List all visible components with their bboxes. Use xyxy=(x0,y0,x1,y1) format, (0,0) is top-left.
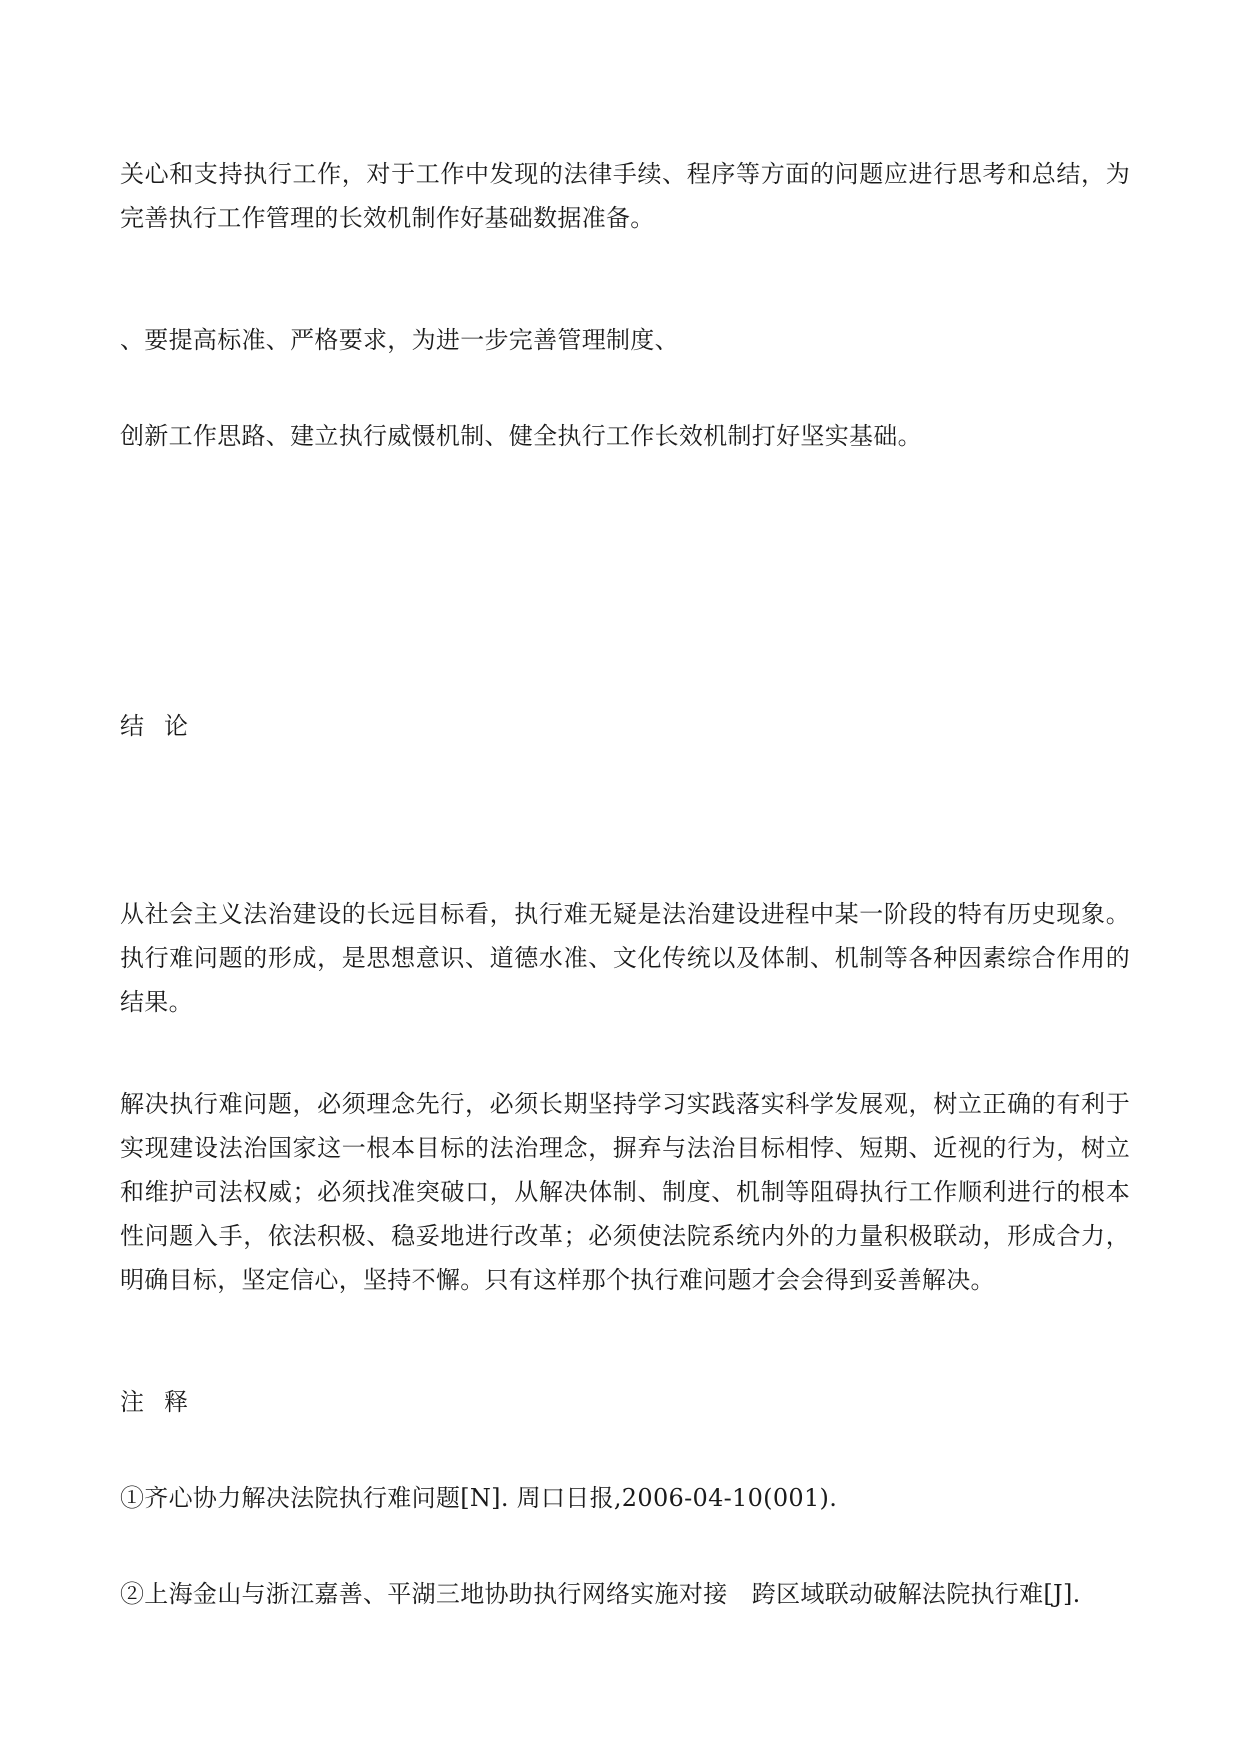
note-item-1: ①齐心协力解决法院执行难问题[N]. 周口日报,2006-04-10(001). xyxy=(120,1484,838,1512)
note-item-2: ②上海金山与浙江嘉善、平湖三地协助执行网络实施对接 跨区域联动破解法院执行难[J]. xyxy=(120,1580,1081,1608)
intro-paragraph-2: 、要提高标准、严格要求，为进一步完善管理制度、 xyxy=(120,326,679,354)
intro-paragraph-3: 创新工作思路、建立执行威慑机制、健全执行工作长效机制打好坚实基础。 xyxy=(120,422,922,450)
conclusion-paragraph-2: 解决执行难问题，必须理念先行，必须长期坚持学习实践落实科学发展观，树立正确的有利于实现建设法治国家这一根本目标的法治理念，摒弃与法治目标相悖、短期、近视的行为，树立和维护司法权威；必须找准突破口，从解决体制、制度、机制等阻碍执行工作顺利进行的根本性问题入手，依法积极、稳妥地进行改革；必须使法院系统内外的力量积极联动，形成合力，明确目标，坚定信心，坚持不懈。只有这样那个执行难问题才会会得到妥善解决。 xyxy=(120,1090,1130,1294)
intro-paragraph-1: 关心和支持执行工作，对于工作中发现的法律手续、程序等方面的问题应进行思考和总结，为完善执行工作管理的长效机制作好基础数据准备。 xyxy=(120,160,1130,232)
conclusion-paragraph-1: 从社会主义法治建设的长远目标看，执行难无疑是法治建设进程中某一阶段的特有历史现象。执行难问题的形成，是思想意识、道德水准、文化传统以及体制、机制等各种因素综合作用的结果。 xyxy=(120,900,1130,1016)
notes-heading: 注释 xyxy=(120,1388,208,1416)
conclusion-heading: 结论 xyxy=(120,712,208,740)
